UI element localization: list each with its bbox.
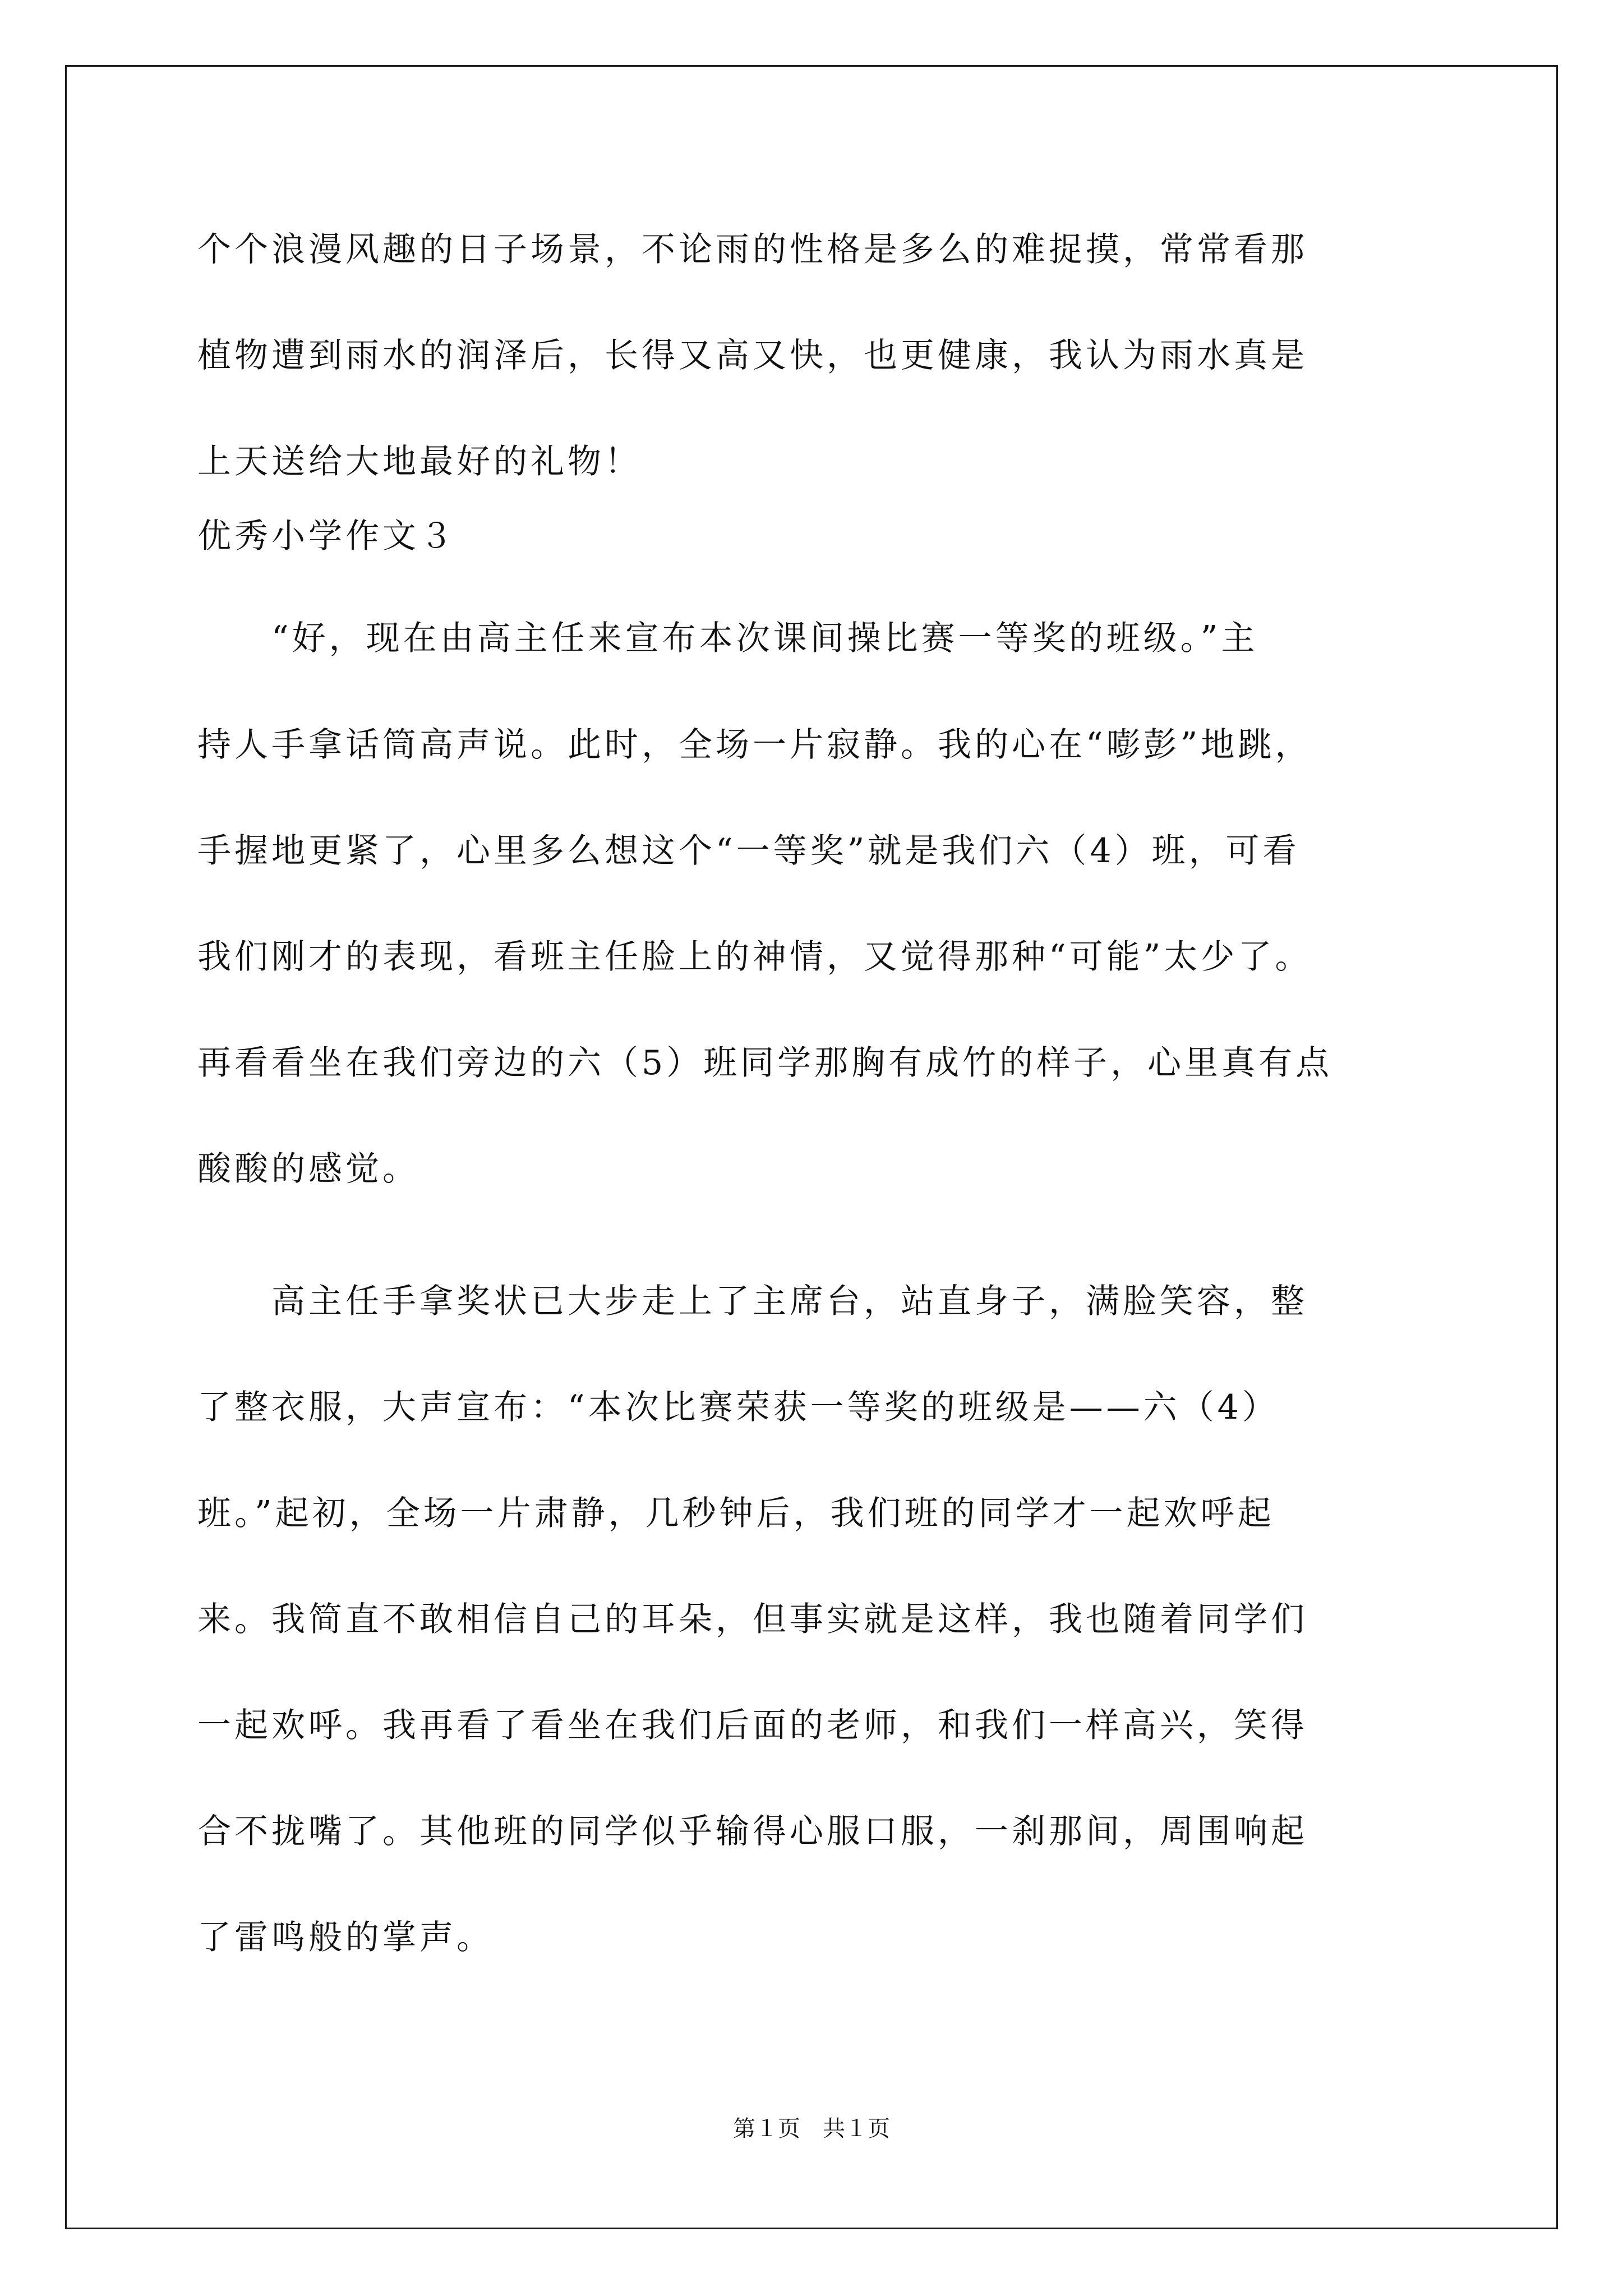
text-line: 来。我简直不敢相信自己的耳朵，但事实就是这样，我也随着同学们 bbox=[197, 1600, 1308, 1639]
text-line: 班。”起初，全场一片肃静，几秒钟后，我们班的同学才一起欢呼起 bbox=[197, 1494, 1275, 1533]
section-heading: 优秀小学作文３ bbox=[197, 517, 457, 556]
text-line: 植物遭到雨水的润泽后，长得又高又快，也更健康，我认为雨水真是 bbox=[197, 336, 1308, 375]
page-border bbox=[65, 65, 1558, 2229]
text-line: 再看看坐在我们旁边的六（5）班同学那胸有成竹的样子，心里真有点 bbox=[197, 1043, 1333, 1083]
text-line: 一起欢呼。我再看了看坐在我们后面的老师，和我们一样高兴，笑得 bbox=[197, 1706, 1308, 1745]
page-footer: 第１页 共１页 bbox=[733, 2116, 890, 2142]
text-line: 手握地更紧了，心里多么想这个“一等奖”就是我们六（4）班，可看 bbox=[197, 831, 1300, 871]
text-line: 了雷鸣般的掌声。 bbox=[197, 1918, 494, 1957]
text-line: 持人手拿话筒高声说。此时，全场一片寂静。我的心在“嘭彭”地跳， bbox=[197, 725, 1312, 765]
text-line: “好，现在由高主任来宣布本次课间操比赛一等奖的班级。”主 bbox=[197, 619, 1258, 658]
text-line: 我们刚才的表现，看班主任脸上的神情，又觉得那种“可能”太少了。 bbox=[197, 937, 1312, 977]
text-line: 个个浪漫风趣的日子场景，不论雨的性格是多么的难捉摸，常常看那 bbox=[197, 230, 1308, 269]
text-line: 了整衣服，大声宣布：“本次比赛荣获一等奖的班级是——六（4） bbox=[197, 1388, 1279, 1427]
text-line: 酸酸的感觉。 bbox=[197, 1149, 419, 1189]
text-line: 合不拢嘴了。其他班的同学似乎输得心服口服，一刹那间，周围响起 bbox=[197, 1812, 1308, 1851]
text-line: 上天送给大地最好的礼物！ bbox=[197, 442, 642, 481]
text-line: 高主任手拿奖状已大步走上了主席台，站直身子，满脸笑容，整 bbox=[197, 1282, 1308, 1321]
